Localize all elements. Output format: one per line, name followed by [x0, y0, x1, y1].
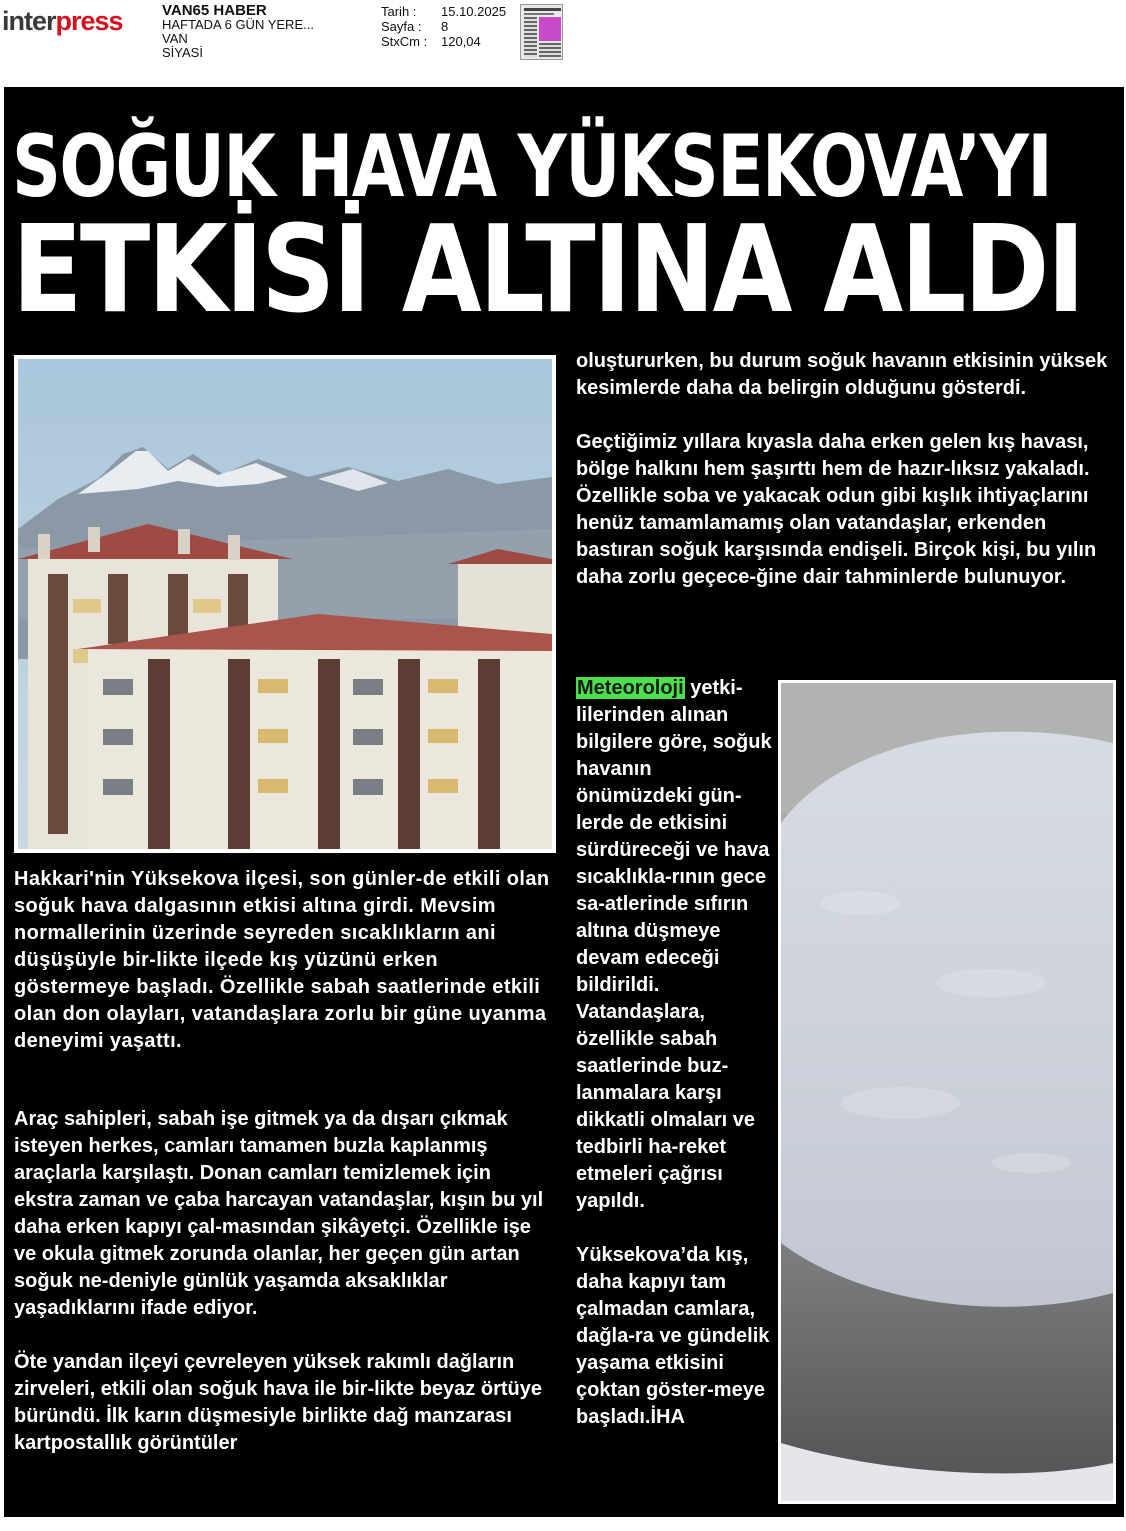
meta-value: 120,04 — [441, 34, 481, 49]
meta-key: Tarih : — [381, 4, 417, 19]
page-thumbnail[interactable] — [520, 4, 563, 60]
body-paragraph — [576, 675, 772, 1215]
narrow-column — [576, 675, 772, 1458]
article-panel — [4, 87, 1124, 1517]
meta-row-size — [381, 34, 506, 49]
meta-key: Sayfa : — [381, 19, 422, 34]
body-paragraph: Araç sahipleri, sabah işe gitmek ya da dışarı çıkmak isteyen herkes, camları tamamen buzla kaplanmış araçlarla karşılaştı. Donan camları temizlemek için ekstra zaman ve çaba harcayan vatandaşlar, kışın bu yıl daha erken kapıyı çal-masından şikâyetçi. Özellikle işe ve okula gitmek zorunda olanlar, her geçen gün artan soğuk ne-deniyle günlük yaşamda aksaklıklar yaşadıklarını ifade ediyor. — [14, 1108, 544, 1319]
frost-illustration — [781, 683, 1113, 1501]
body-paragraph: Yüksekova’da kış, daha kapıyı tam çalmadan camlara, dağla-ra ve gündelik yaşama etkisini çoktan göster-meye başladı.İHA — [576, 1244, 770, 1428]
meta-value: 8 — [441, 19, 449, 34]
photo-frosted-car — [778, 680, 1116, 1504]
logo-press: press — [55, 6, 123, 36]
body-paragraph: Öte yandan ilçeyi çevreleyen yüksek rakımlı dağların zirveleri, etkili olan soğuk hava ile bir-likte beyaz örtüye büründü. İlk karın düşmesiyle birlikte dağ manzarası kartpostallık görüntüler — [14, 1351, 542, 1454]
highlighted-keyword: Meteoroloji — [577, 677, 684, 699]
publication-name: VAN65 HABER — [162, 2, 267, 19]
interpress-logo — [2, 6, 123, 37]
right-column-top — [576, 348, 1116, 618]
lead-paragraph: Hakkari'nin Yüksekova ilçesi, son günler-de etkili olan soğuk hava dalgasının etkisi altına girdi. Mevsim normallerinin üzerinde seyreden sıcaklıkların ani düşüşüyle bir-likte ilçede kış yüzünü erken göstermeye başladı. Özellikle sabah saatlerinde etkili olan don olayları, vatandaşlara zorlu bir güne uyanma deneyimi yaşattı. — [14, 868, 550, 1052]
apartments-illustration — [18, 359, 552, 849]
meta-row-date — [381, 4, 506, 19]
logo-inter: inter — [2, 6, 56, 36]
left-column — [14, 1106, 554, 1484]
publication-frequency: HAFTADA 6 GÜN YERE... — [162, 17, 314, 32]
clipping-meta — [381, 4, 506, 49]
publication-category: SİYASİ — [162, 45, 203, 60]
body-paragraph: Geçtiğimiz yıllara kıyasla daha erken gelen kış havası, bölge halkını hem şaşırttı hem de hazır-lıksız yakaladı. Özellikle soba ve yakacak odun gibi kışlık ihtiyaçlarını henüz tamamlamamış olan vatandaşlar, erkenden bastıran soğuk karşısında endişeli. Birçok kişi, bu yılın daha zorlu geçece-ğine dair tahminlerde bulunuyor. — [576, 431, 1097, 588]
headline — [12, 117, 1102, 340]
headline-line-2: ETKİSİ ALTINA ALDI — [12, 201, 1083, 340]
paragraph-rest: yetki-lilerinden alınan bilgilere göre, soğuk havanın önümüzdeki gün-lerde de etkisini sürdüreceği ve hava sıcaklıkla-rının gece sa-atlerinde sıfırın altına düşmeye devam edeceği bildirildi. Vatandaşlara, özellikle sabah saatlerinde buz-lanmalara karşı dikkatli olmaları ve tedbirli ha-reket etmeleri çağrısı yapıldı. — [576, 677, 772, 1212]
publication-info — [162, 4, 314, 60]
publication-region: VAN — [162, 31, 188, 46]
headline-line-1: SOĞUK HAVA YÜKSEKOVA’YI — [12, 117, 1052, 217]
meta-key: StxCm : — [381, 34, 428, 49]
meta-row-page — [381, 19, 506, 34]
body-paragraph: oluştururken, bu durum soğuk havanın etkisinin yüksek kesimlerde daha da belirgin olduğunu gösterdi. — [576, 350, 1108, 399]
meta-value: 15.10.2025 — [441, 4, 507, 19]
photo-apartments-mountains — [14, 355, 556, 853]
